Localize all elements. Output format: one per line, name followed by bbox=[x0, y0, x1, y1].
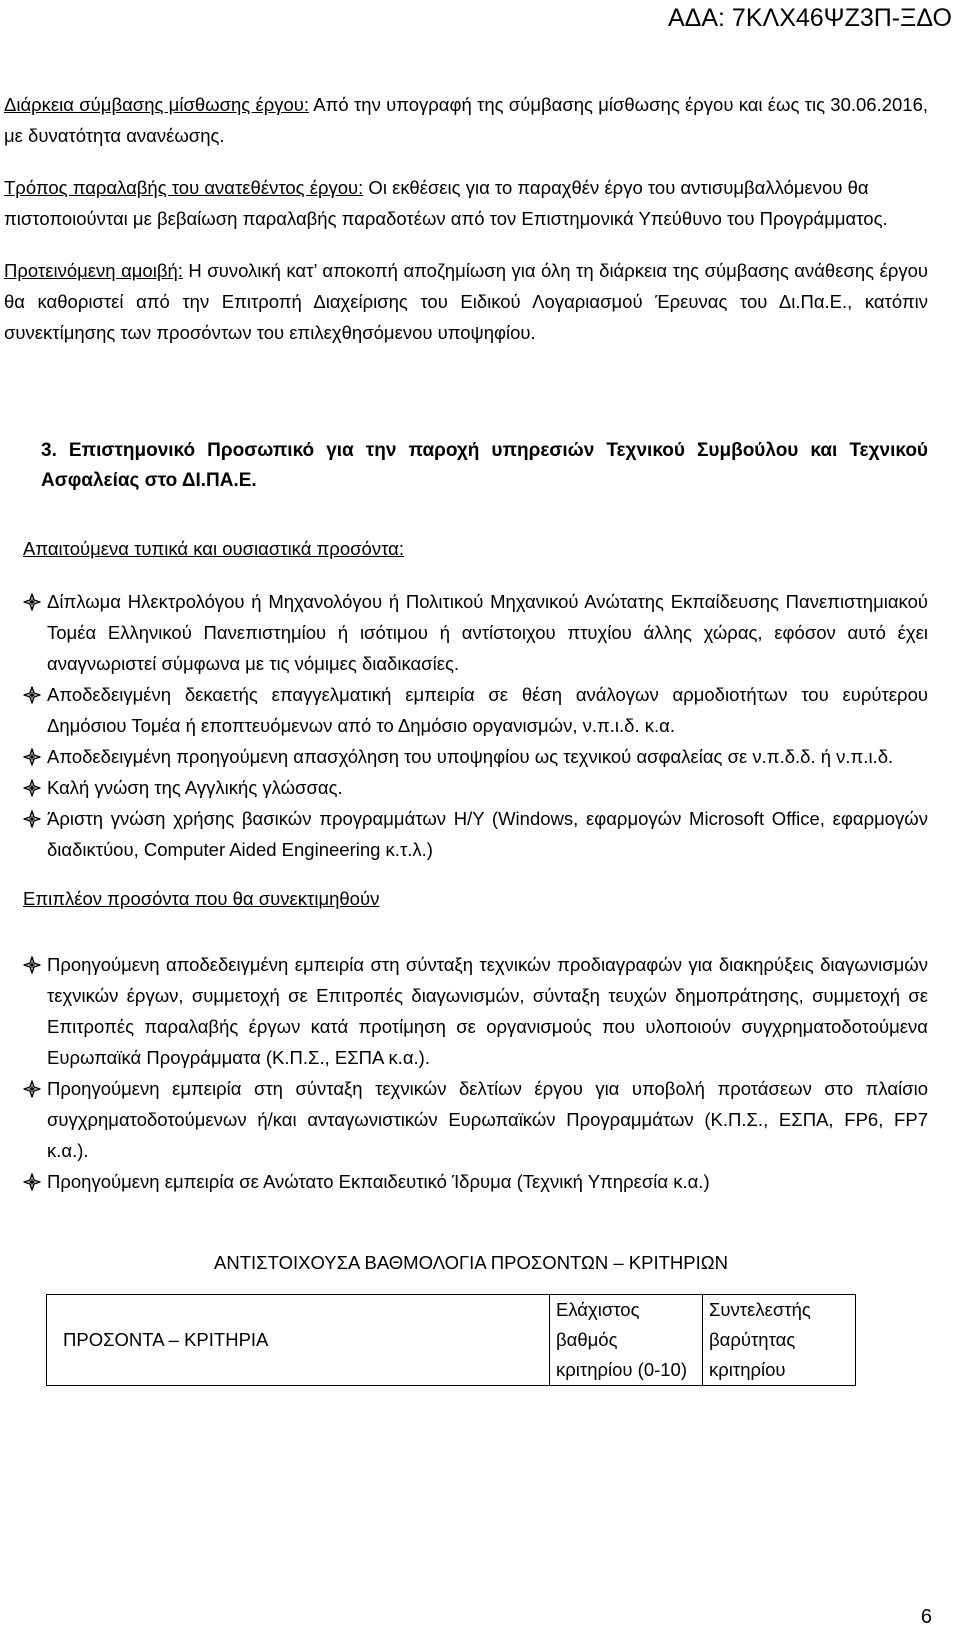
diamond-bullet-icon bbox=[23, 586, 41, 617]
list-item-text: Προηγούμενη αποδεδειγμένη εμπειρία στη σύνταξη τεχνικών προδιαγραφών για διακηρύξεις διαγωνισμών τεχνικών έργων, συμμετοχή σε Επιτροπές διαγωνισμών, σύνταξη τευχών δημοπράτησης, συμμετοχή σε Επιτροπές παραλαβής έργων κατά προτίμηση σε οργανισμούς που υλοποιούν συγχρηματοδοτούμενα Ευρωπαϊκά Προγράμματα (Κ.Π.Σ., ΕΣΠΑ κ.α.). bbox=[47, 954, 928, 1068]
diamond-bullet-icon bbox=[23, 1166, 41, 1197]
list-item bbox=[4, 803, 928, 865]
table-header-min-score: Ελάχιστος βαθμός κριτηρίου (0-10) bbox=[550, 1295, 703, 1386]
list-item-text: Δίπλωμα Ηλεκτρολόγου ή Μηχανολόγου ή Πολιτικού Μηχανικού Ανώτατης Εκπαίδευσης Πανεπιστημιακού Τομέα Ελληνικού Πανεπιστημίου ή ισότιμου ή αντίστοιχου πτυχίου άλλης χώρας, εφόσον αυτό έχει αναγνωριστεί σύμφωνα με τις νόμιμες διαδικασίες. bbox=[47, 591, 928, 674]
extra-qualifications-list bbox=[4, 949, 928, 1197]
list-item-text: Προηγούμενη εμπειρία σε Ανώτατο Εκπαιδευτικό Ίδρυμα (Τεχνική Υπηρεσία κ.α.) bbox=[47, 1171, 710, 1192]
diamond-bullet-icon bbox=[23, 949, 41, 980]
criteria-table-heading: ΑΝΤΙΣΤΟΙΧΟΥΣΑ ΒΑΘΜΟΛΟΓΙΑ ΠΡΟΣΟΝΤΩΝ – ΚΡΙΤΗΡΙΩΝ bbox=[214, 1252, 728, 1273]
required-qualifications-heading: Απαιτούμενα τυπικά και ουσιαστικά προσόντα: bbox=[23, 538, 404, 559]
diamond-bullet-icon bbox=[23, 772, 41, 803]
acceptance-paragraph bbox=[4, 172, 928, 234]
document-body bbox=[4, 89, 928, 1386]
required-qualifications-list bbox=[4, 586, 928, 865]
fee-text: Η συνολική κατ’ αποκοπή αποζημίωση για όλη τη διάρκεια της σύμβασης ανάθεσης έργου θα καθοριστεί από την Επιτροπή Διαχείρισης του Ειδικού Λογαριασμού Έρευνας του Δι.Πα.Ε., κατόπιν συνεκτίμησης των προσόντων του επιλεχθησόμενου υποψηφίου. bbox=[4, 260, 929, 343]
list-item-text: Άριστη γνώση χρήσης βασικών προγραμμάτων Η/Υ (Windows, εφαρμογών Microsoft Office, εφαρμογών διαδικτύου, Computer Aided Engineering κ.τ.λ.) bbox=[47, 808, 928, 860]
list-item bbox=[4, 1166, 928, 1197]
table-header-weight: Συντελεστής βαρύτητας κριτηρίου bbox=[703, 1295, 856, 1386]
extra-qualifications-heading: Επιπλέον προσόντα που θα συνεκτιμηθούν bbox=[23, 888, 380, 909]
list-item-text: Καλή γνώση της Αγγλικής γλώσσας. bbox=[47, 777, 343, 798]
diamond-bullet-icon bbox=[23, 679, 41, 710]
duration-label: Διάρκεια σύμβασης μίσθωσης έργου: bbox=[4, 94, 310, 115]
list-item bbox=[4, 1073, 928, 1166]
acceptance-text: Οι εκθέσεις για το παραχθέν έργο του αντισυμβαλλόμενου θα πιστοποιούνται με βεβαίωση παραλαβής παραδοτέων από τον Επιστημονικά Υπεύθυνο του Προγράμματος. bbox=[4, 177, 888, 229]
table-header-criteria: ΠΡΟΣΟΝΤΑ – ΚΡΙΤΗΡΙΑ bbox=[47, 1295, 550, 1386]
diamond-bullet-icon bbox=[23, 1073, 41, 1104]
diamond-bullet-icon bbox=[23, 741, 41, 772]
duration-text: Από την υπογραφή της σύμβασης μίσθωσης έργου και έως τις 30.06.2016, με δυνατότητα ανανέωσης. bbox=[4, 94, 929, 146]
list-item bbox=[4, 586, 928, 679]
list-item bbox=[4, 741, 928, 772]
duration-paragraph bbox=[4, 89, 928, 151]
list-item bbox=[4, 949, 928, 1073]
list-item bbox=[4, 772, 928, 803]
list-item-text: Αποδεδειγμένη προηγούμενη απασχόληση του υποψηφίου ως τεχνικού ασφαλείας σε ν.π.δ.δ. ή ν.π.ι.δ. bbox=[47, 746, 894, 767]
fee-paragraph bbox=[4, 255, 928, 348]
diamond-bullet-icon bbox=[23, 803, 41, 834]
acceptance-label: Τρόπος παραλαβής του ανατεθέντος έργου: bbox=[4, 177, 364, 198]
table-row bbox=[47, 1295, 856, 1386]
document-code: ΑΔΑ: 7ΚΛΧ46ΨΖ3Π-ΞΔΟ bbox=[667, 4, 952, 32]
list-item-text: Αποδεδειγμένη δεκαετής επαγγελματική εμπειρία σε θέση ανάλογων αρμοδιοτήτων του ευρύτερου Δημόσιου Τομέα ή εποπτευόμενων από το Δημόσιο οργανισμών, ν.π.ι.δ. κ.α. bbox=[47, 684, 928, 736]
list-item-text: Προηγούμενη εμπειρία στη σύνταξη τεχνικών δελτίων έργου για υποβολή προτάσεων στο πλαίσιο συγχρηματοδοτούμενων ή/και ανταγωνιστικών Ευρωπαϊκών Προγραμμάτων (Κ.Π.Σ., ΕΣΠΑ, FP6, FP7 κ.α.). bbox=[47, 1078, 928, 1161]
fee-label: Προτεινόμενη αμοιβή: bbox=[4, 260, 183, 281]
criteria-table bbox=[46, 1294, 856, 1386]
section-title: 3. Επιστημονικό Προσωπικό για την παροχή υπηρεσιών Τεχνικού Συμβούλου και Τεχνικού Ασφαλείας στο ΔΙ.ΠΑ.Ε. bbox=[41, 440, 928, 491]
list-item bbox=[4, 679, 928, 741]
page-number: 6 bbox=[920, 1606, 932, 1628]
